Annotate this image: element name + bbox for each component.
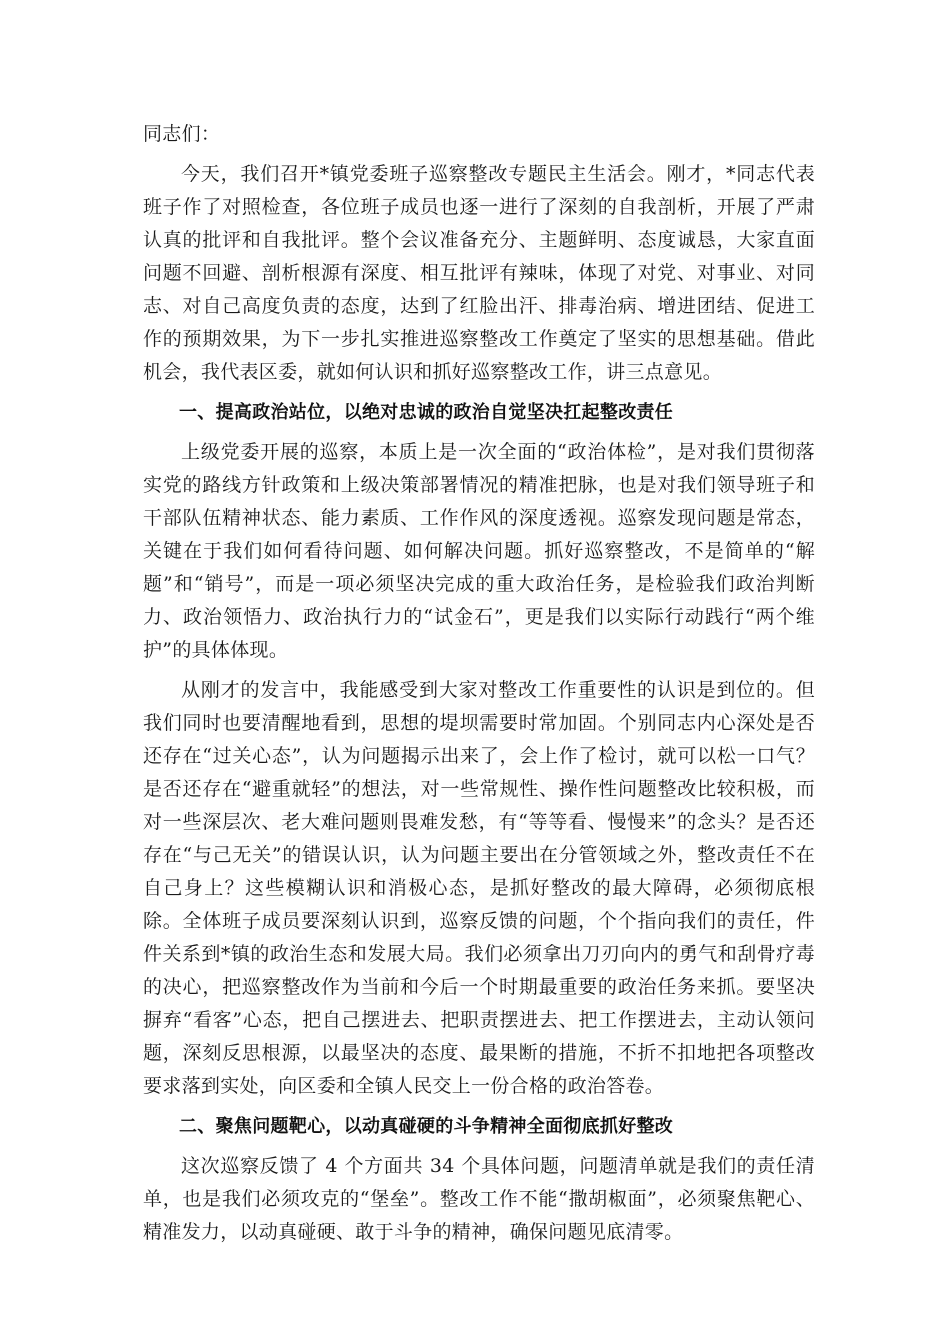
paragraph-opening: 今天，我们召开*镇党委班子巡察整改专题民主生活会。刚才，*同志代表班子作了对照检查，各位班子成员也逐一进行了深刻的自我剖析，开展了严肃认真的批评和自我批评。整个会议准备充分、主题鲜明、态度诚恳，大家直面问题不回避、剖析根源有深度、相互批评有辣味，体现了对党、对事业、对同志、对自己高度负责的态度，达到了红脸出汗、排毒治病、增进团结、促进工作的预期效果，为下一步扎实推进巡察整改工作奠定了坚实的思想基础。借此机会，我代表区委，就如何认识和抓好巡察整改工作，讲三点意见。 xyxy=(143,163,815,383)
section-heading-1: 一、提高政治站位，以绝对忠诚的政治自觉坚决扛起整改责任 xyxy=(179,402,674,423)
paragraph-section1-b: 从刚才的发言中，我能感受到大家对整改工作重要性的认识是到位的。但我们同时也要清醒地看到，思想的堤坝需要时常加固。个别同志内心深处是否还存在“过关心态”，认为问题揭示出来了，会上作了检讨，就可以松一口气？是否还存在“避重就轻”的想法，对一些常规性、操作性问题整改比较积极，而对一些深层次、老大难问题则畏难发愁，有“等等看、慢慢来”的念头？是否还存在“与己无关”的错误认识，认为问题主要出在分管领域之外，整改责任不在自己身上？这些模糊认识和消极心态，是抓好整改的最大障碍，必须彻底根除。全体班子成员要深刻认识到，巡察反馈的问题，个个指向我们的责任，件件关系到*镇的政治生态和发展大局。我们必须拿出刀刃向内的勇气和刮骨疗毒的决心，把巡察整改作为当前和今后一个时期最重要的政治任务来抓。要坚决摒弃“看客”心态，把自己摆进去、把职责摆进去、把工作摆进去，主动认领问题，深刻反思根源，以最坚决的态度、最果断的措施，不折不扣地把各项整改要求落到实处，向区委和全镇人民交上一份合格的政治答卷。 xyxy=(143,679,815,1097)
paragraph-section2-a: 这次巡察反馈了 4 个方面共 34 个具体问题，问题清单就是我们的责任清单，也是我们必须攻克的“堡垒”。整改工作不能“撒胡椒面”，必须聚焦靶心、精准发力，以动真碰硬、敢于斗争的精神，确保问题见底清零。 xyxy=(143,1155,815,1243)
section-heading-2: 二、聚焦问题靶心，以动真碰硬的斗争精神全面彻底抓好整改 xyxy=(179,1116,674,1137)
salutation: 同志们： xyxy=(143,123,221,145)
document-body xyxy=(143,118,815,1256)
paragraph-section1-a: 上级党委开展的巡察，本质上是一次全面的“政治体检”，是对我们贯彻落实党的路线方针政策和上级决策部署情况的精准把脉，也是对我们领导班子和干部队伍精神状态、能力素质、工作作风的深度透视。巡察发现问题是常态，关键在于我们如何看待问题、如何解决问题。抓好巡察整改，不是简单的“解题”和“销号”，而是一项必须坚决完成的重大政治任务，是检验我们政治判断力、政治领悟力、政治执行力的“试金石”，更是我们以实际行动践行“两个维护”的具体体现。 xyxy=(143,441,815,661)
